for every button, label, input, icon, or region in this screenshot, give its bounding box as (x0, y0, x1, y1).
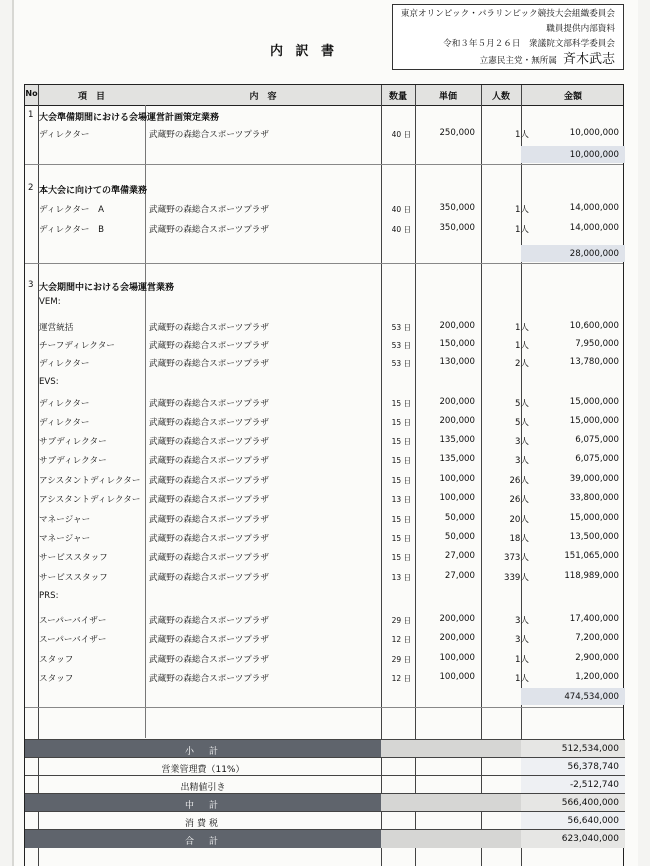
header-qty: 数量 (388, 92, 407, 102)
row-price: 50,000 (444, 532, 475, 542)
row-qty: 12 日 (391, 674, 411, 683)
summary-label: 出精値引き (180, 783, 226, 793)
row-amount: 33,800,000 (569, 493, 619, 503)
row-desc: 武蔵野の森総合スポーツプラザ (149, 515, 269, 525)
section-subtotal: 474,534,000 (564, 692, 619, 702)
group-label: VEM: (39, 297, 61, 307)
row-qty: 53 日 (391, 341, 411, 350)
header-desc: 内 容 (249, 92, 277, 102)
row-price: 200,000 (439, 416, 475, 426)
row-desc: 武蔵野の森総合スポーツプラザ (149, 476, 269, 486)
row-price: 27,000 (444, 571, 475, 581)
header-price: 単価 (438, 92, 457, 102)
row-price: 135,000 (439, 454, 475, 464)
stamp-line-1: 東京オリンピック・パラリンピック競技大会組織委員会 (400, 9, 615, 19)
row-desc: 武蔵野の森総合スポーツプラザ (149, 495, 269, 505)
row-price: 130,000 (439, 357, 475, 367)
summary-mgmt-row (25, 757, 625, 776)
table-row (25, 431, 625, 449)
header-no: No (25, 89, 38, 98)
document-page (14, 0, 638, 866)
row-qty: 40 日 (391, 130, 411, 139)
breakdown-table (24, 84, 624, 866)
row-qty: 53 日 (391, 323, 411, 332)
row-amount: 10,600,000 (569, 321, 619, 331)
table-row (25, 412, 625, 430)
row-people: 2人 (514, 359, 529, 369)
summary-label: 消費税 (184, 819, 221, 829)
row-item: ディレクター (39, 130, 90, 140)
row-people: 3人 (514, 635, 529, 645)
row-price: 200,000 (439, 397, 475, 407)
row-item: ディレクター A (39, 205, 105, 215)
row-qty: 15 日 (391, 456, 411, 465)
table-row (25, 629, 625, 647)
row-qty: 15 日 (391, 515, 411, 524)
row-desc: 武蔵野の森総合スポーツプラザ (149, 655, 269, 665)
section-row (25, 106, 625, 124)
row-item: マネージャー (39, 515, 91, 525)
row-amount: 118,989,000 (564, 571, 619, 581)
row-divider (25, 707, 623, 708)
summary-value: 566,400,000 (561, 798, 619, 808)
row-desc: 武蔵野の森総合スポーツプラザ (149, 130, 269, 140)
header-people: 人数 (491, 92, 510, 102)
row-qty: 13 日 (391, 573, 411, 582)
stamp-name: 斉木武志 (562, 52, 615, 67)
row-item: スーパーバイザー (39, 616, 107, 626)
group-label: EVS: (39, 377, 59, 387)
row-people: 1人 (514, 674, 529, 684)
row-qty: 15 日 (391, 553, 411, 562)
summary-tax-row (25, 811, 625, 830)
row-item: ディレクター (39, 418, 90, 428)
subtotal-row (25, 688, 625, 706)
section-subtotal: 10,000,000 (569, 150, 619, 160)
table-row (25, 219, 625, 237)
row-item: アシスタントディレクター (39, 495, 141, 505)
row-people: 18人 (509, 534, 529, 544)
row-item: スーパーバイザー (39, 635, 107, 645)
table-row (25, 649, 625, 667)
row-amount: 13,780,000 (569, 357, 619, 367)
summary-mid-row (25, 793, 625, 812)
row-desc: 武蔵野の森総合スポーツプラザ (149, 205, 269, 215)
stamp-party: 立憲民主党・無所属 (479, 56, 557, 66)
row-price: 350,000 (439, 203, 475, 213)
table-row (25, 470, 625, 488)
summary-cell (381, 830, 521, 848)
row-desc: 武蔵野の森総合スポーツプラザ (149, 674, 269, 684)
row-qty: 13 日 (391, 495, 411, 504)
row-amount: 2,900,000 (575, 653, 619, 663)
section-no: 1 (28, 110, 34, 120)
summary-label: 小 計 (184, 747, 221, 757)
row-desc: 武蔵野の森総合スポーツプラザ (149, 225, 269, 235)
header-amount: 金額 (563, 92, 582, 102)
summary-value: 623,040,000 (561, 834, 619, 844)
row-desc: 武蔵野の森総合スポーツプラザ (149, 437, 269, 447)
row-price: 350,000 (439, 223, 475, 233)
row-qty: 53 日 (391, 359, 411, 368)
row-item: ディレクター B (39, 225, 105, 235)
row-people: 339人 (504, 573, 529, 583)
row-item: 運営統括 (39, 323, 74, 333)
row-people: 20人 (509, 515, 529, 525)
section-row (25, 179, 625, 197)
row-price: 100,000 (439, 672, 475, 682)
table-row (25, 567, 625, 585)
row-price: 100,000 (439, 653, 475, 663)
row-qty: 15 日 (391, 437, 411, 446)
table-row (25, 199, 625, 217)
row-price: 200,000 (439, 321, 475, 331)
row-price: 50,000 (444, 513, 475, 523)
row-desc: 武蔵野の森総合スポーツプラザ (149, 359, 269, 369)
row-qty: 29 日 (391, 655, 411, 664)
row-qty: 15 日 (391, 476, 411, 485)
row-divider (25, 263, 623, 264)
row-item: スタッフ (39, 655, 74, 665)
row-desc: 武蔵野の森総合スポーツプラザ (149, 635, 269, 645)
section-subtotal: 28,000,000 (569, 249, 619, 259)
table-row (25, 450, 625, 468)
row-people: 3人 (514, 437, 529, 447)
stamp-line-2: 職員提供内部資料 (546, 24, 615, 34)
summary-value: -2,512,740 (569, 780, 619, 790)
row-amount: 17,400,000 (569, 614, 619, 624)
row-qty: 15 日 (391, 534, 411, 543)
row-people: 1人 (514, 655, 529, 665)
row-desc: 武蔵野の森総合スポーツプラザ (149, 456, 269, 466)
row-price: 135,000 (439, 435, 475, 445)
row-price: 200,000 (439, 633, 475, 643)
row-price: 100,000 (439, 474, 475, 484)
row-amount: 151,065,000 (564, 551, 619, 561)
row-amount: 15,000,000 (569, 397, 619, 407)
section-row (25, 276, 625, 294)
row-qty: 40 日 (391, 205, 411, 214)
row-amount: 13,500,000 (569, 532, 619, 542)
summary-subtotal-row (25, 739, 625, 758)
section-title: 大会準備期間における会場運営計画策定業務 (39, 113, 220, 123)
row-desc: 武蔵野の森総合スポーツプラザ (149, 418, 269, 428)
source-stamp (392, 4, 624, 70)
row-qty: 29 日 (391, 616, 411, 625)
row-item: ディレクター (39, 399, 90, 409)
row-qty: 40 日 (391, 225, 411, 234)
section-no: 2 (28, 183, 34, 193)
row-amount: 1,200,000 (575, 672, 619, 682)
row-price: 200,000 (439, 614, 475, 624)
row-people: 26人 (509, 495, 529, 505)
row-item: サブディレクター (39, 437, 107, 447)
row-desc: 武蔵野の森総合スポーツプラザ (149, 573, 269, 583)
summary-total-row (25, 829, 625, 848)
table-row (25, 610, 625, 628)
table-row (25, 335, 625, 353)
header-item: 項 目 (77, 92, 105, 102)
row-desc: 武蔵野の森総合スポーツプラザ (149, 399, 269, 409)
table-row (25, 668, 625, 686)
row-item: サービススタッフ (39, 573, 108, 583)
row-item: マネージャー (39, 534, 91, 544)
row-item: サブディレクター (39, 456, 107, 466)
subtotal-row (25, 146, 625, 164)
row-people: 1人 (514, 341, 529, 351)
summary-label: 中 計 (184, 801, 221, 811)
row-item: ディレクター (39, 359, 90, 369)
row-amount: 14,000,000 (569, 203, 619, 213)
row-item: チーフディレクター (39, 341, 115, 351)
summary-cell (381, 794, 521, 812)
summary-cell (381, 740, 521, 758)
row-item: サービススタッフ (39, 553, 108, 563)
row-item: アシスタントディレクター (39, 476, 141, 486)
row-amount: 6,075,000 (575, 454, 619, 464)
row-people: 5人 (514, 418, 529, 428)
stamp-line-4 (393, 52, 615, 69)
group-row (25, 373, 625, 391)
document-title: 内 訳 書 (269, 44, 339, 59)
row-price: 250,000 (439, 128, 475, 138)
row-people: 26人 (509, 476, 529, 486)
row-amount: 10,000,000 (569, 128, 619, 138)
row-amount: 7,200,000 (575, 633, 619, 643)
summary-label: 営業管理費（11%） (161, 765, 245, 775)
summary-value: 512,534,000 (561, 744, 619, 754)
row-price: 100,000 (439, 493, 475, 503)
summary-discount-row (25, 775, 625, 794)
summary-label: 合 計 (184, 837, 221, 847)
row-item: スタッフ (39, 674, 74, 684)
row-price: 150,000 (439, 339, 475, 349)
row-people: 1人 (514, 130, 529, 140)
subtotal-row (25, 245, 625, 263)
summary-value: 56,378,740 (567, 762, 619, 772)
row-desc: 武蔵野の森総合スポーツプラザ (149, 341, 269, 351)
row-divider (25, 164, 623, 165)
table-row (25, 317, 625, 335)
section-title: 大会期間中における会場運営業務 (39, 283, 175, 293)
table-row (25, 509, 625, 527)
summary-value: 56,640,000 (567, 816, 619, 826)
row-desc: 武蔵野の森総合スポーツプラザ (149, 553, 269, 563)
row-people: 1人 (514, 323, 529, 333)
section-no: 3 (28, 280, 34, 290)
row-desc: 武蔵野の森総合スポーツプラザ (149, 323, 269, 333)
table-row (25, 489, 625, 507)
row-qty: 15 日 (391, 418, 411, 427)
group-row (25, 293, 625, 311)
row-qty: 12 日 (391, 635, 411, 644)
group-label: PRS: (39, 591, 59, 601)
row-amount: 15,000,000 (569, 513, 619, 523)
row-price: 27,000 (444, 551, 475, 561)
row-people: 3人 (514, 456, 529, 466)
table-row (25, 393, 625, 411)
row-people: 1人 (514, 205, 529, 215)
row-people: 5人 (514, 399, 529, 409)
group-row (25, 587, 625, 605)
row-amount: 6,075,000 (575, 435, 619, 445)
row-amount: 7,950,000 (575, 339, 619, 349)
row-desc: 武蔵野の森総合スポーツプラザ (149, 534, 269, 544)
row-people: 1人 (514, 225, 529, 235)
row-people: 3人 (514, 616, 529, 626)
row-desc: 武蔵野の森総合スポーツプラザ (149, 616, 269, 626)
table-row (25, 353, 625, 371)
table-row (25, 124, 625, 142)
row-amount: 15,000,000 (569, 416, 619, 426)
table-row (25, 547, 625, 565)
row-people: 373人 (504, 553, 529, 563)
table-row (25, 528, 625, 546)
row-amount: 39,000,000 (569, 474, 619, 484)
row-amount: 14,000,000 (569, 223, 619, 233)
section-title: 本大会に向けての準備業務 (39, 186, 148, 196)
row-qty: 15 日 (391, 399, 411, 408)
stamp-line-3: 令和３年５月２６日 衆議院文部科学委員会 (443, 39, 615, 49)
